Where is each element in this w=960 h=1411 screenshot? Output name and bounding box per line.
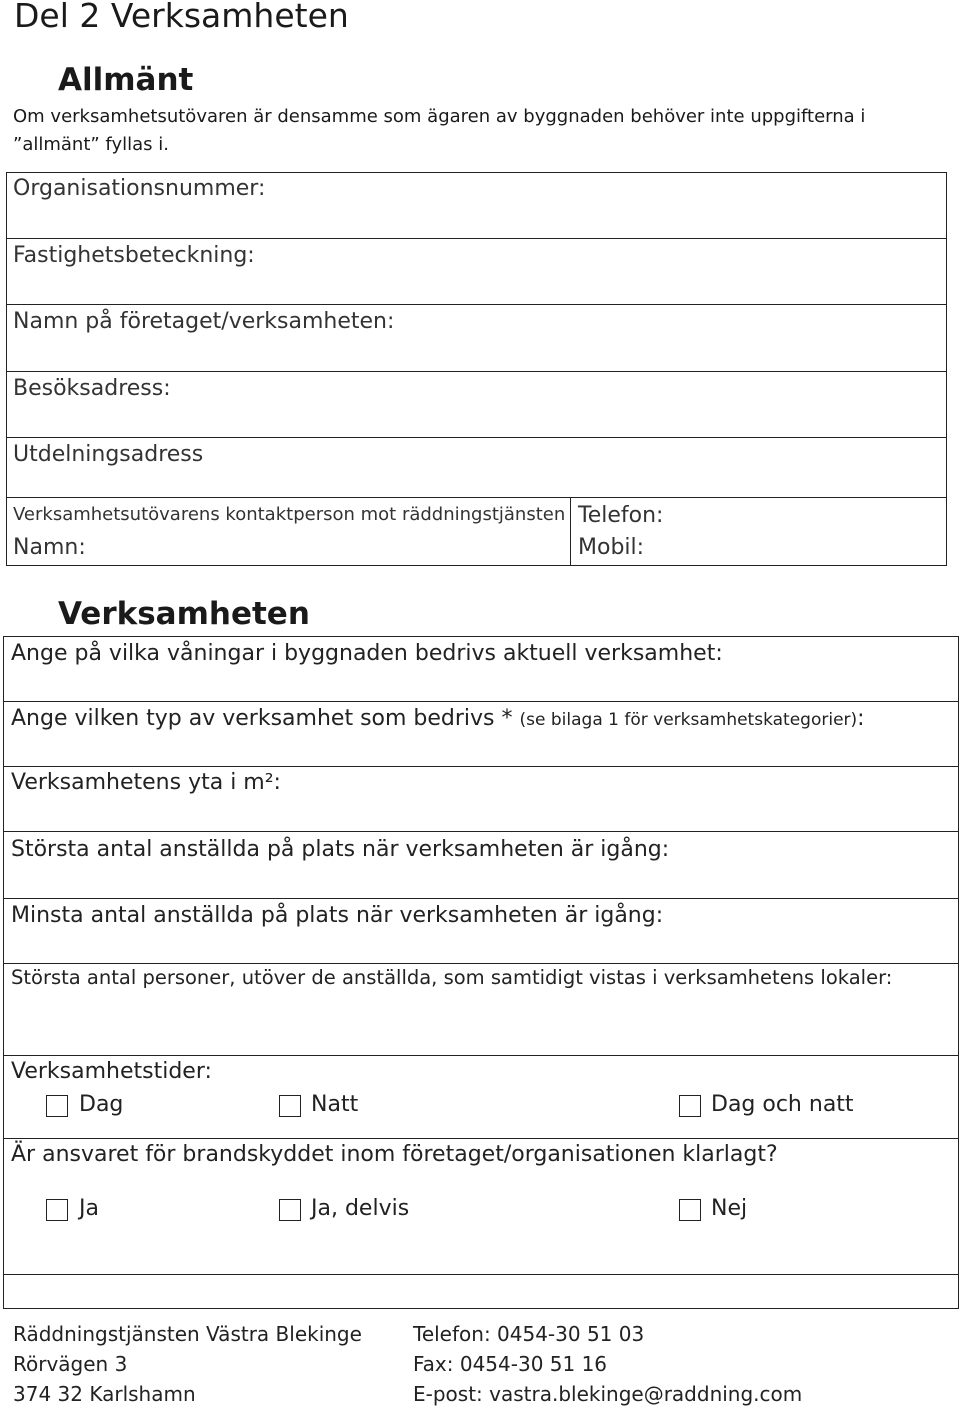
company-name-field[interactable]: Namn på företaget/verksamheten: (13, 309, 395, 334)
checkbox-ja[interactable] (46, 1199, 68, 1221)
checkbox-ja-label: Ja (79, 1196, 99, 1221)
max-persons-field[interactable]: Största antal personer, utöver de anställda, som samtidigt vistas i verksamhetens lokaler: (11, 966, 893, 989)
footer-email: E-post: vastra.blekinge@raddning.com (413, 1382, 803, 1406)
visit-address-field[interactable]: Besöksadress: (13, 376, 171, 401)
checkbox-natt[interactable] (279, 1095, 301, 1117)
floors-field[interactable]: Ange på vilka våningar i byggnaden bedrivs aktuell verksamhet: (11, 641, 723, 666)
checkbox-dag-och-natt-label: Dag och natt (711, 1092, 854, 1117)
business-type-colon: : (857, 706, 865, 731)
checkbox-nej[interactable] (679, 1199, 701, 1221)
business-type-label: Ange vilken typ av verksamhet som bedrivs * (11, 706, 520, 731)
org-nr-field[interactable]: Organisationsnummer: (13, 176, 266, 201)
business-type-field[interactable] (11, 706, 865, 731)
mobile-field[interactable]: Mobil: (578, 535, 645, 560)
footer-fax: Fax: 0454-30 51 16 (413, 1352, 608, 1376)
checkbox-natt-label: Natt (311, 1092, 359, 1117)
checkbox-dag[interactable] (46, 1095, 68, 1117)
fastighet-field[interactable]: Fastighetsbeteckning: (13, 243, 255, 268)
area-field[interactable]: Verksamhetens yta i m²: (11, 770, 281, 795)
max-employees-field[interactable]: Största antal anställda på plats när verksamheten är igång: (11, 837, 670, 862)
opening-hours-label: Verksamhetstider: (11, 1059, 212, 1084)
checkbox-nej-label: Nej (711, 1196, 748, 1221)
business-type-note: (se bilaga 1 för verksamhetskategorier) (519, 710, 858, 730)
min-employees-field[interactable]: Minsta antal anställda på plats när verksamheten är igång: (11, 903, 664, 928)
footer-city: 374 32 Karlshamn (13, 1382, 196, 1406)
checkbox-ja-delvis[interactable] (279, 1199, 301, 1221)
postal-address-field[interactable]: Utdelningsadress (13, 442, 204, 467)
checkbox-dag-label: Dag (79, 1092, 124, 1117)
checkbox-dag-och-natt[interactable] (679, 1095, 701, 1117)
footer-phone: Telefon: 0454-30 51 03 (413, 1322, 645, 1346)
section-heading-allmant: Allmänt (58, 62, 194, 98)
footer-street: Rörvägen 3 (13, 1352, 128, 1376)
page-title: Del 2 Verksamheten (14, 0, 349, 35)
section-heading-verksamheten: Verksamheten (58, 596, 310, 632)
checkbox-ja-delvis-label: Ja, delvis (311, 1196, 410, 1221)
fire-responsibility-label: Är ansvaret för brandskyddet inom företaget/organisationen klarlagt? (11, 1142, 778, 1167)
footer-org: Räddningstjänsten Västra Blekinge (13, 1322, 362, 1346)
intro-text: Om verksamhetsutövaren är densamme som ägaren av byggnaden behöver inte uppgifterna i ”allmänt” fyllas i. (13, 106, 866, 155)
phone-field[interactable]: Telefon: (578, 503, 664, 528)
contact-heading: Verksamhetsutövarens kontaktperson mot räddningstjänsten (13, 504, 566, 525)
contact-name-field[interactable]: Namn: (13, 535, 86, 560)
